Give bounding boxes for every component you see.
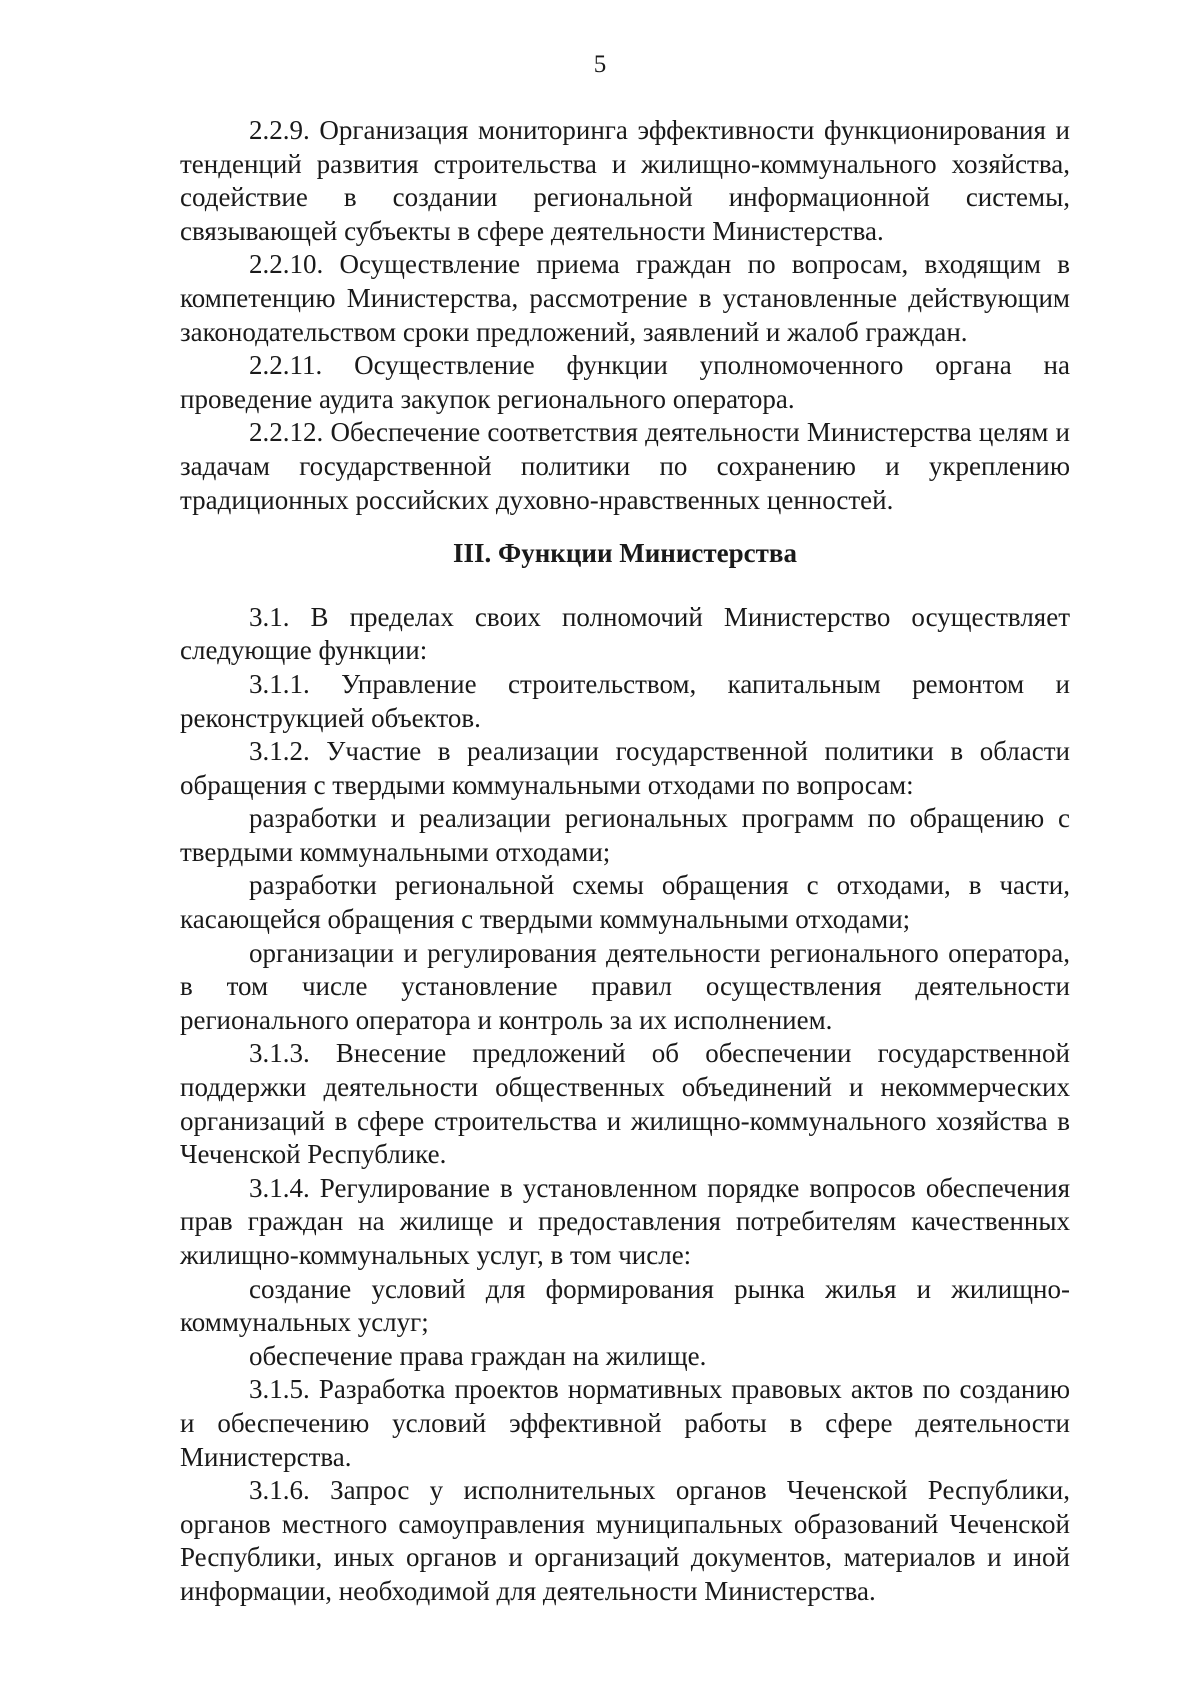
paragraph-2-2-9: 2.2.9. Организация мониторинга эффективности функционирования и тенденций развития строительства и жилищно-коммунального хозяйства, содействие в создании региональной информационной системы, связывающей субъекты в сфере деятельности Министерства. bbox=[180, 115, 1070, 246]
list-item-operator: организации и регулирования деятельности регионального оператора, в том числе установление правил осуществления деятельности регионального оператора и контроль за их исполнением. bbox=[180, 937, 1070, 1035]
paragraph-3-1-5: 3.1.5. Разработка проектов нормативных правовых актов по созданию и обеспечению условий эффективной работы в сфере деятельности Министерства. bbox=[180, 1374, 1070, 1472]
list-item-market: создание условий для формирования рынка жилья и жилищно-коммунальных услуг; bbox=[180, 1273, 1070, 1338]
list-item-scheme: разработки региональной схемы обращения с отходами, в части, касающейся обращения с твердыми коммунальными отходами; bbox=[180, 870, 1070, 935]
spacer bbox=[180, 571, 1070, 601]
paragraph-3-1-1: 3.1.1. Управление строительством, капитальным ремонтом и реконструкцией объектов. bbox=[180, 668, 1070, 733]
paragraph-3-1-4: 3.1.4. Регулирование в установленном порядке вопросов обеспечения прав граждан на жилище и предоставления потребителям качественных жилищно-коммунальных услуг, в том числе: bbox=[180, 1172, 1070, 1270]
list-item-housing-right: обеспечение права граждан на жилище. bbox=[249, 1340, 707, 1371]
list-item-programs: разработки и реализации региональных программ по обращению с твердыми коммунальными отходами; bbox=[180, 803, 1070, 867]
paragraph-2-2-11: 2.2.11. Осуществление функции уполномоченного органа на проведение аудита закупок регионального оператора. bbox=[180, 350, 1070, 414]
paragraph-3-1-6: 3.1.6. Запрос у исполнительных органов Чеченской Республики, органов местного самоуправления муниципальных образований Чеченской Республики, иных органов и организаций документов, материалов и иной информации, необходимой для деятельности Министерства. bbox=[180, 1475, 1070, 1606]
paragraph-2-2-10: 2.2.10. Осуществление приема граждан по вопросам, входящим в компетенцию Министерства, рассмотрение в установленные действующим законодательством сроки предложений, заявлений и жалоб граждан. bbox=[180, 249, 1070, 347]
paragraph-3-1: 3.1. В пределах своих полномочий Министерство осуществляет следующие функции: bbox=[180, 601, 1070, 666]
section-heading: III. Функции Министерства bbox=[453, 538, 797, 569]
paragraph-3-1-2: 3.1.2. Участие в реализации государственной политики в области обращения с твердыми коммунальными отходами по вопросам: bbox=[180, 736, 1070, 800]
spacer bbox=[180, 517, 1070, 537]
paragraph-3-1-3: 3.1.3. Внесение предложений об обеспечении государственной поддержки деятельности общественных объединений и некоммерческих организаций в сфере строительства и жилищно-коммунального хозяйства в Чеченской Республике. bbox=[180, 1038, 1070, 1170]
page-number: 5 bbox=[593, 51, 607, 78]
document-body bbox=[180, 114, 1070, 1609]
paragraph-2-2-12: 2.2.12. Обеспечение соответствия деятельности Министерства целям и задачам государственной политики по сохранению и укреплению традиционных российских духовно-нравственных ценностей. bbox=[180, 417, 1070, 515]
